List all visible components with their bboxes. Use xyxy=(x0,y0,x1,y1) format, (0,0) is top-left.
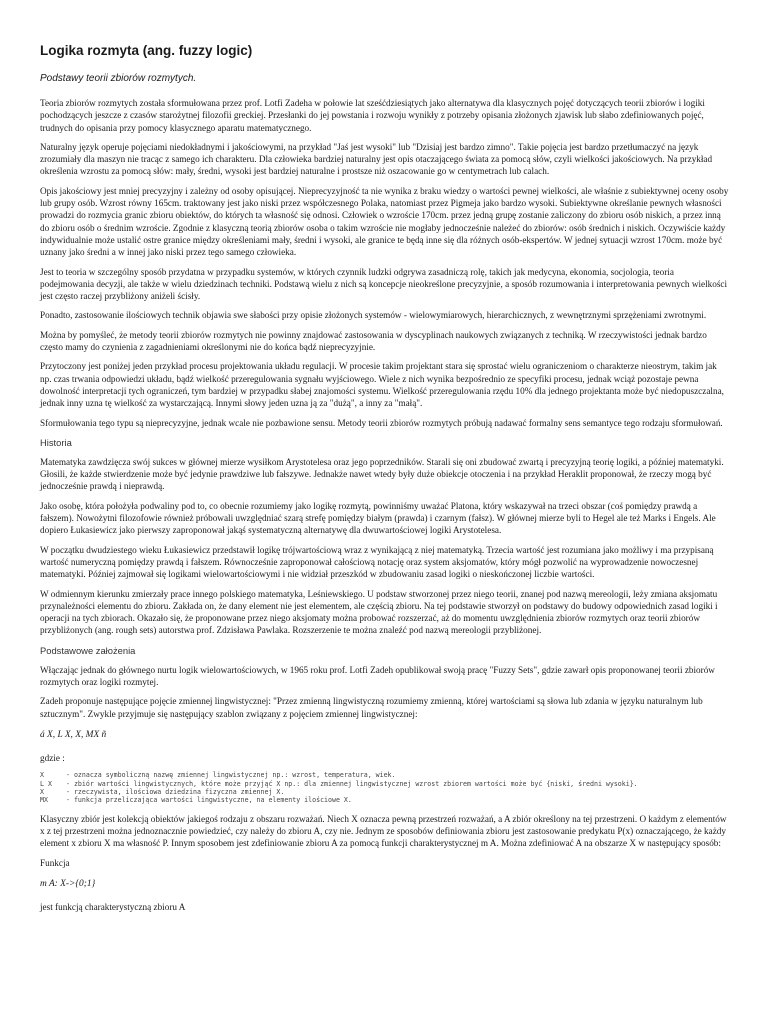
definition-list xyxy=(40,771,730,805)
document-subtitle: Podstawy teorii zbiorów rozmytych. xyxy=(40,73,197,84)
document-title: Logika rozmyta (ang. fuzzy logic) xyxy=(40,43,253,58)
definition-key: MX xyxy=(40,796,48,805)
definition-row xyxy=(40,780,730,788)
paragraph: Sformułowania tego typu są nieprecyzyjne, jednak wcale nie pozbawione sensu. Metody teorii zbiorów rozmytych próbują nadawać formalny sens semantyce tego rodzaju sformułowań. xyxy=(40,417,723,428)
paragraph: Jako osobę, która położyła podwaliny pod to, co obecnie rozumiemy jako logikę rozmytą, powinniśmy uważać Platona, który wskazywał na trzeci obszar (coś pomiędzy prawdą a fałszem). Nowożytni filozofowie również próbowali uwzględniać szarą strefę pomiędzy białym (prawda) i czarnym (fałsz). W głównej mierze byli to Hegel ale też Marks i Engels. Ale dopiero Łukasiewicz jako pierwszy zaproponował jakąś systematyczną alternatywę dla dwuwartościowej logiki Arystotelesa. xyxy=(40,500,716,536)
paragraph: W odmiennym kierunku zmierzały prace innego polskiego matematyka, Leśniewskiego. U podstaw stworzonej przez niego teorii, znanej pod nazwą mereologii, leży zmiana aksjomatu przynależności elementu do zbioru. Zakłada on, że dany element nie jest elementem, ale częścią zbioru. Na tej podstawie stworzył on podstawy do budowy odpowiednich zasad logiki i operacji na tych zbiorach. Okazało się, że proponowane przez niego aksjomaty można probować rozszerzać, aż do momentu uwzględnienia zbiorów rozmytych oraz teorii zbiorów przybliżonych (ang. rough sets) autorstwa prof. Zdzisława Pawlaka. Rozszerzenie te można znaleźć pod nazwą mereologii przybliżonej. xyxy=(40,588,718,636)
paragraph: Jest to teoria w szczególny sposób przydatna w przypadku systemów, w których czynnik ludzki odgrywa zasadniczą rolę, takich jak medycyna, ekonomia, socjologia, teoria podejmowania decyzji, ale także w wielu dziedzinach techniki. Podstawą wielu z nich są koncepcje nieokreślone precyzyjnie, a sposób rozumowania i interpretowania pewnych wielkości jest często raczej przybliżony aniżeli ścisły. xyxy=(40,266,728,302)
paragraph: Można by pomyśleć, że metody teorii zbiorów rozmytych nie powinny znajdować zastosowania w dyscyplinach naukowych związanych z techniką. W rzeczywistości jednak bardzo często mamy do czynienia z zagadnieniami określonymi nie do końca bądź nieprecyzyjnie. xyxy=(40,329,707,353)
paragraph: Matematyka zawdzięcza swój sukces w głównej mierze wysiłkom Arystotelesa oraz jego poprzedników. Starali się oni zbudować zwartą i precyzyjną teorię logiki, a później matematyki. Głosili, że każde stwierdzenie może być jedynie prawdziwe lub fałszywe. Jednakże nawet wtedy były duże obiekcje otoczenia i na przykład Heraklit proponował, że rzeczy mogą być jednocześnie prawdą i nieprawdą. xyxy=(40,456,724,492)
label-gdzie: gdzie : xyxy=(40,752,65,763)
definition-text: - zbiór wartości lingwistycznych, które może przyjąć X np.: dla zmiennej lingwistycznej wzrost zbiorem wartości może być {niski, średni wysoki}. xyxy=(66,779,638,788)
definition-key: X xyxy=(40,787,44,796)
paragraph: Naturalny język operuje pojęciami niedokładnymi i jakościowymi, na przykład "Jaś jest wysoki" lub "Dzisiaj jest bardzo zimno". Takie pojęcia jest bardzo przetłumaczyć na język zrozumiały dla maszyn nie tracąc z samego ich charakteru. Dla człowieka bardziej naturalny jest opis otaczającego świata za pomocą słów, czyli wielkości jakościowych. Na przykład określenia wzrostu za pomocą słów: mały, średni, wysoki jest bardziej naturalne i prostsze niż oszacowanie go w centymetrach lub calach. xyxy=(40,141,713,177)
definition-text: - funkcja przeliczająca wartości lingwistyczne, na elementy ilościowe X. xyxy=(66,796,352,805)
label-funkcja: Funkcja xyxy=(40,857,70,868)
paragraph: Teoria zbiorów rozmytych została sformułowana przez prof. Lotfi Zadeha w połowie lat sześćdziesiątych jako alternatywa dla klasycznych pojęć dotyczących teorii zbiorów i logiki pochodzących jeszcze z czasów starożytnej filozofii greckiej. Przesłanki do jej powstania i rozwoju wynikły z potrzeby opisania złożonych zjawisk lub słabo zdefiniowanych pojęć, trudnych do opisania przy pomocy klasycznego aparatu matematycznego. xyxy=(40,98,705,133)
paragraph: Włączając jednak do głównego nurtu logik wielowartościowych, w 1965 roku prof. Lotfi Zadeh opublikował swoją pracę "Fuzzy Sets", gdzie zawarł opis proponowanej teorii zbiorów rozmytych oraz logiki rozmytej. xyxy=(40,664,715,687)
formula-tuple: á X, L X, X, MX ñ xyxy=(40,729,107,740)
section-heading-basics: Podstawowe założenia xyxy=(40,644,136,656)
closing-line: jest funkcją charakterystyczną zbioru A xyxy=(40,901,186,912)
paragraph: Ponadto, zastosowanie ilościowych technik objawia swe słabości przy opisie złożonych systemów - wielowymiarowych, hierarchicznych, z wewnętrznymi sprzężeniami zwrotnymi. xyxy=(40,310,707,321)
paragraph: Opis jakościowy jest mniej precyzyjny i zależny od osoby opisującej. Nieprecyzyjność ta nie wynika z braku wiedzy o wartości pewnej wielkości, ale właśnie z subiektywnej oceny osoby lub grupy osób. Wzrost równy 165cm. traktowany jest jako niski przez współczesnego Polaka, natomiast przez Pigmeja jako bardzo wysoki. Subiektywne określanie pewnych własności prowadzi do rozmycia granic zbioru obiektów, do których ta własność się odnosi. Człowiek o wzroście 170cm. przez jedną grupę zostanie zaliczony do zbioru osób niskich, a przez inną do zbioru osób o średnim wzroście. Zgodnie z klasyczną teorią zbiorów osoba o takim wzroście nie mogłaby jednocześnie należeć do zbiorów: osób średnich i niskich. Oczywiście każdy indywidualnie może ustalić ostre granice między określeniami mały, średni i wysoki, ale granice te będą inne się dla różnych osób-ekspertów. W jednej sytuacji wzrost 170cm. może być uznany jako średni a w innej jako niski przez tego samego człowieka. xyxy=(40,185,729,258)
section-heading-history: Historia xyxy=(40,436,72,448)
paragraph: W początku dwudziestego wieku Łukasiewicz przedstawił logikę trójwartościową wraz z wynikającą z niej matematyką. Trzecia wartość jest rozumiana jako możliwy i ma przypisaną wartość numeryczną pomiędzy prawdą i fałszem. Równocześnie zaproponował całościową notację oraz system aksjomatów, który mógł pozwolić na wyprowadzenie nowoczesnej matematyki. Później zajmował się logikami wielowartościowymi i nie widział przeszkód w zbudowaniu zasad logiki o nieskończonej liczbie wartości. xyxy=(40,544,714,580)
paragraph: Klasyczny zbiór jest kolekcją obiektów jakiegoś rodzaju z obszaru rozważań. Niech X oznacza pewną przestrzeń rozważań, a A zbiór określony na tej przestrzeni. O każdym z elementów x z tej przestrzeni można jednoznacznie powiedzieć, czy należy do zbioru A, czy nie. Jednym ze sposobów definiowania zbioru jest zastosowanie predykatu P(x) oznaczającego, że każdy element x zbioru X ma własność P. Innym sposobem jest zdefiniowanie zbioru A za pomocą funkcji charakterystycznej m A. Można zdefiniować A na obszarze X w następujący sposób: xyxy=(40,813,727,849)
document-page xyxy=(40,42,730,920)
definition-key: L X xyxy=(40,779,52,788)
definition-key: X xyxy=(40,771,44,780)
definition-row xyxy=(40,771,730,779)
paragraph: Przytoczony jest poniżej jeden przykład procesu projektowania układu regulacji. W procesie takim projektant stara się sprostać wielu ograniczeniom o charakterze nieostrym, takim jak np. czas trwania odpowiedzi układu, bądź wielkość przeregulowania sygnału wyjściowego. Wiele z nich wynika bezpośrednio ze specyfiki procesu, jednak wciąż pozostaje pewna dowolność interpretacji tych ograniczeń, tym bardziej w przypadku słabej znajomości systemu. Wielkość przeregulowania rzędu 10% dla jednego projektanta może być niedopuszczalna, jednak inny uzna tę wielkość za wystarczającą. Innymi słowy jeden uzna ją za "dużą", a inny za "małą". xyxy=(40,361,724,409)
formula-mapping: m A: X->{0;1} xyxy=(40,878,96,889)
definition-row xyxy=(40,796,730,804)
definition-row xyxy=(40,788,730,796)
definition-text: - rzeczywista, ilościowa dziedzina fizyczna zmiennej X. xyxy=(66,787,285,796)
definition-text: - oznacza symboliczną nazwę zmiennej lingwistycznej np.: wzrost, temperatura, wiek. xyxy=(66,771,396,780)
paragraph: Zadeh proponuje następujące pojęcie zmiennej lingwistycznej: "Przez zmienną lingwistyczną rozumiemy zmienną, której wartościami są słowa lub zdania w języku naturalnym lub sztucznym". Zwykle przyjmuje się następujący szablon związany z pojęciem zmiennej lingwistycznej: xyxy=(40,696,703,719)
